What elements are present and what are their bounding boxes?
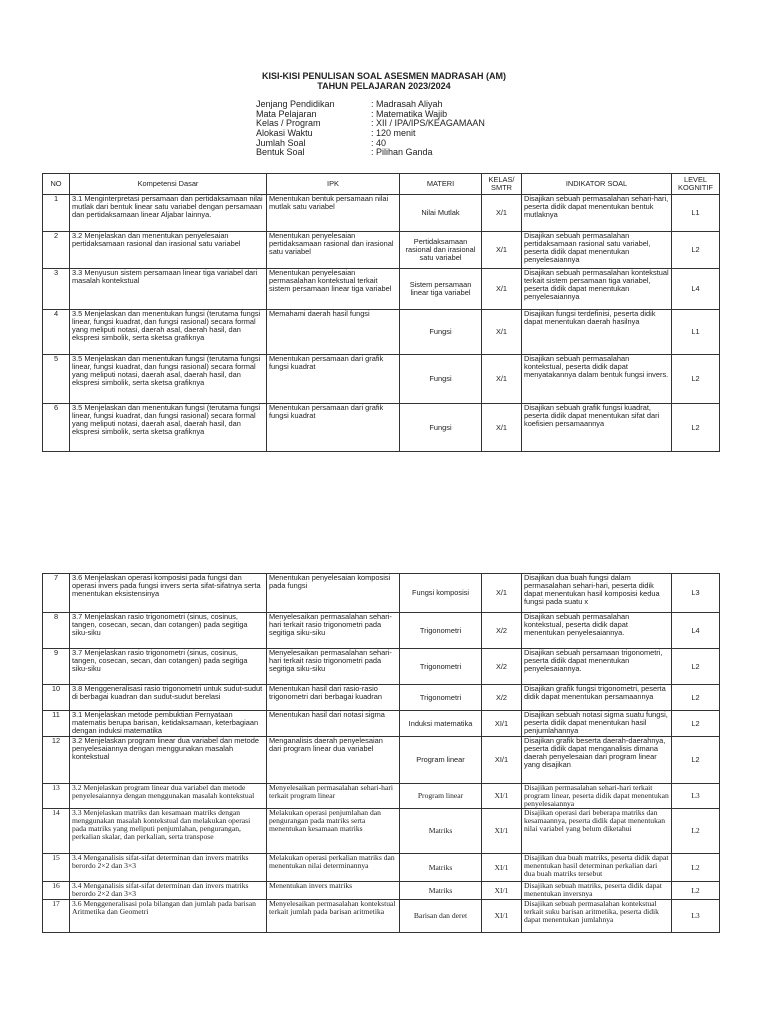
cell-kompetensi-dasar: 3.1 Menjelaskan metode pembuktian Pernyataan matematis berupa barisan, ketidaksamaan, keterbagiaan dengan induksi matematika [70, 711, 267, 737]
table-row [43, 854, 720, 882]
cell-level: L3 [672, 784, 720, 809]
cell-ipk: Menyelesaikan permasalahan sehari-hari terkait rasio trigonometri pada segitiga siku-siku [267, 649, 400, 685]
cell-kelas: XI/1 [482, 737, 522, 784]
cell-indikator: Disajikan dua buah fungsi dalam permasalahan sehari-hari, peserta didik dapat menentukan hasil komposisi kedua fungsi pada suatu x [522, 574, 672, 613]
table-row [43, 195, 720, 232]
cell-no: 11 [43, 711, 70, 737]
cell-no: 15 [43, 854, 70, 882]
document-title: KISI-KISI PENULISAN SOAL ASESMEN MADRASAH (AM) [261, 71, 506, 81]
cell-kelas: XI/1 [482, 809, 522, 854]
meta-label: Bentuk Soal [256, 147, 305, 158]
cell-kelas: X/2 [482, 685, 522, 711]
cell-no: 13 [43, 784, 70, 809]
meta-label: Alokasi Waktu [256, 128, 313, 139]
meta-value: : 40 [371, 137, 387, 148]
cell-materi: Trigonometri [400, 649, 482, 685]
cell-level: L2 [672, 685, 720, 711]
cell-kelas: X/2 [482, 649, 522, 685]
cell-materi: Program linear [400, 737, 482, 784]
cell-level: L2 [672, 737, 720, 784]
table-row [43, 900, 720, 933]
cell-ipk: Menentukan invers matriks [267, 882, 400, 900]
cell-no: 3 [43, 269, 70, 310]
table-row [43, 404, 720, 452]
cell-level: L1 [672, 310, 720, 355]
cell-ipk: Menentukan persamaan dari grafik fungsi kuadrat [267, 355, 400, 404]
cell-kompetensi-dasar: 3.6 Menggeneralisasi pola bilangan dan jumlah pada barisan Aritmetika dan Geometri [70, 900, 267, 933]
cell-ipk: Menentukan hasil dari rasio-rasio trigonometri dari berbagai kuadran [267, 685, 400, 711]
cell-materi: Fungsi [400, 310, 482, 355]
cell-ipk: Menentukan bentuk persamaan nilai mutlak satu variabel [267, 195, 400, 232]
cell-kelas: X/1 [482, 269, 522, 310]
table-row [43, 649, 720, 685]
document-meta [256, 100, 485, 158]
meta-label: Jenjang Pendidikan [256, 99, 335, 109]
cell-kompetensi-dasar: 3.2 Menjelaskan program linear dua variabel dan metode penyelesaiannya dengan menggunakan masalah kontekstual [70, 737, 267, 784]
cell-indikator: Disajikan sebuah matriks, peserta didik dapat menentukan inversnya [522, 882, 672, 900]
header-no: NO [43, 174, 70, 195]
header-materi: MATERI [400, 174, 482, 195]
cell-no: 16 [43, 882, 70, 900]
header-ipk: IPK [267, 174, 400, 195]
meta-value: : Matematika Wajib [371, 108, 448, 119]
cell-kompetensi-dasar: 3.3 Menyusun sistem persamaan linear tiga variabel dari masalah kontekstual [70, 269, 267, 310]
cell-indikator: Disajikan grafik beserta daerah-daerahnya, peserta didik dapat menganalisis dimana daerah penyelesaian dari program linear yang disajikan [522, 737, 672, 784]
kisi-kisi-table-1 [42, 173, 720, 452]
table-header-row [43, 174, 720, 195]
cell-kompetensi-dasar: 3.2 Menjelaskan program linear dua variabel dan metode penyelesaiannya dengan menggunakan masalah kontekstual [70, 784, 267, 809]
cell-level: L1 [672, 195, 720, 232]
cell-no: 4 [43, 310, 70, 355]
cell-materi: Trigonometri [400, 613, 482, 649]
cell-kompetensi-dasar: 3.7 Menjelaskan rasio trigonometri (sinus, cosinus, tangen, cosecan, secan, dan cotangen) pada segitiga siku-siku [70, 649, 267, 685]
cell-ipk: Menyelesaikan permasalahan sehari-hari terkait rasio trigonometri pada segitiga siku-siku [267, 613, 400, 649]
cell-ipk: Menentukan persamaan dari grafik fungsi kuadrat [267, 404, 400, 452]
cell-kelas: X/1 [482, 195, 522, 232]
cell-indikator: Disajikan sebuah permasalahan kontekstual terkait sistem persamaan tiga variabel, peserta didik dapat menentukan penyelesaiannya [522, 269, 672, 310]
cell-level: L2 [672, 854, 720, 882]
cell-kelas: X/1 [482, 355, 522, 404]
meta-label: Kelas / Program [256, 118, 321, 129]
cell-no: 5 [43, 355, 70, 404]
cell-level: L2 [672, 882, 720, 900]
cell-no: 9 [43, 649, 70, 685]
cell-ipk: Menyelesaikan permasalahan sehari-hari terkait program linear [267, 784, 400, 809]
cell-materi: Matriks [400, 809, 482, 854]
cell-kelas: X/2 [482, 613, 522, 649]
document-subtitle: TAHUN PELAJARAN 2023/2024 [317, 81, 451, 91]
cell-no: 6 [43, 404, 70, 452]
cell-kelas: XI/1 [482, 854, 522, 882]
cell-kelas: XI/1 [482, 882, 522, 900]
cell-level: L2 [672, 711, 720, 737]
cell-materi: Fungsi [400, 404, 482, 452]
header-kelas-smtr: KELAS/ SMTR [482, 174, 522, 195]
meta-label: Mata Pelajaran [256, 108, 317, 119]
cell-kelas: X/1 [482, 574, 522, 613]
cell-level: L3 [672, 900, 720, 933]
table-row [43, 232, 720, 269]
cell-kompetensi-dasar: 3.2 Menjelaskan dan menentukan penyelesaian pertidaksamaan rasional dan irasional satu variabel [70, 232, 267, 269]
cell-kompetensi-dasar: 3.8 Menggeneralisasi rasio trigonometri untuk sudut-sudut di berbagai kuadran dan sudut-sudut berelasi [70, 685, 267, 711]
cell-kompetensi-dasar: 3.3 Menjelaskan matriks dan kesamaan matriks dengan menggunakan masalah kontekstual dan melakukan operasi pada matriks yang meliputi penjumlahan, pengurangan, perkalian skalar, dan perkalian, serta transpose [70, 809, 267, 854]
table-row [43, 269, 720, 310]
cell-indikator: Disajikan sebuah notasi sigma suatu fungsi, peserta didik dapat menentukan hasil penjumlahannya [522, 711, 672, 737]
cell-kelas: XI/1 [482, 900, 522, 933]
kisi-kisi-table-2 [42, 573, 720, 933]
cell-indikator: Disajikan sebuah permasalahan kontekstual terkait suku barisan aritmetika, peserta didik dapat menentukan jumlahnya [522, 900, 672, 933]
table-row [43, 711, 720, 737]
cell-kelas: XI/1 [482, 711, 522, 737]
cell-materi: Trigonometri [400, 685, 482, 711]
meta-value: : Pilihan Ganda [371, 147, 433, 158]
cell-no: 14 [43, 809, 70, 854]
cell-materi: Fungsi komposisi [400, 574, 482, 613]
cell-no: 7 [43, 574, 70, 613]
cell-no: 8 [43, 613, 70, 649]
cell-materi: Program linear [400, 784, 482, 809]
cell-materi: Matriks [400, 882, 482, 900]
cell-kelas: X/1 [482, 404, 522, 452]
cell-ipk: Menentukan penyelesaian komposisi pada fungsi [267, 574, 400, 613]
header-level-kognitif: LEVEL KOGNITIF [672, 174, 720, 195]
cell-ipk: Menentukan hasil dari notasi sigma [267, 711, 400, 737]
cell-indikator: Disajikan sebuah persamaan trigonometri, peserta didik dapat menentukan penyelesaiannya. [522, 649, 672, 685]
cell-indikator: Disajikan sebuah permasalahan kontekstual, peserta didik dapat menentukan penyelesaiannya. [522, 613, 672, 649]
cell-materi: Matriks [400, 854, 482, 882]
table-row [43, 809, 720, 854]
cell-no: 1 [43, 195, 70, 232]
cell-indikator: Disajikan sebuah permasalahan kontekstual, peserta didik dapat menyatakannya dalam bentuk fungsi invers. [522, 355, 672, 404]
cell-level: L2 [672, 232, 720, 269]
header-kompetensi-dasar: Kompetensi Dasar [70, 174, 267, 195]
cell-no: 17 [43, 900, 70, 933]
cell-materi: Sistem persamaan linear tiga variabel [400, 269, 482, 310]
cell-indikator: Disajikan sebuah permasalahan pertidaksamaan rasional satu variabel, peserta didik dapat menentukan penyelesaiannya [522, 232, 672, 269]
cell-ipk: Memahami daerah hasil fungsi [267, 310, 400, 355]
table-row [43, 310, 720, 355]
cell-level: L2 [672, 355, 720, 404]
meta-value: : 120 menit [371, 128, 416, 139]
cell-ipk: Menganalisis daerah penyelesaian dari program linear dua variabel [267, 737, 400, 784]
cell-kelas: X/1 [482, 310, 522, 355]
table-row [43, 574, 720, 613]
cell-ipk: Menentukan penyelesaian permasalahan kontekstual terkait sistem persamaan linear tiga variabel [267, 269, 400, 310]
cell-indikator: Disajikan dua buah matriks, peserta didik dapat menentukan hasil determinan perkalian dari dua buah matriks tersebut [522, 854, 672, 882]
cell-level: L3 [672, 574, 720, 613]
cell-ipk: Menyelesaikan permasalahan kontekstual terkait jumlah pada barisan aritmetika [267, 900, 400, 933]
table-row [43, 882, 720, 900]
cell-ipk: Melakukan operasi penjumlahan dan pengurangan pada matriks serta menentukan kesamaan matriks [267, 809, 400, 854]
cell-ipk: Melakukan operasi perkalian matriks dan menentukan nilai determinannya [267, 854, 400, 882]
cell-indikator: Disajikan operasi dari beberapa matriks dan kesamaannya, peserta didik dapat menentukan nilai variabel yang belum diketahui [522, 809, 672, 854]
cell-no: 2 [43, 232, 70, 269]
cell-kompetensi-dasar: 3.5 Menjelaskan dan menentukan fungsi (terutama fungsi linear, fungsi kuadrat, dan fungsi rasional) secara formal yang meliputi notasi, daerah asal, daerah hasil, dan ekspresi simbolik, serta sketsa grafiknya [70, 310, 267, 355]
cell-kompetensi-dasar: 3.7 Menjelaskan rasio trigonometri (sinus, cosinus, tangen, cosecan, secan, dan cotangen) pada segitiga siku-siku [70, 613, 267, 649]
cell-kompetensi-dasar: 3.4 Menganalisis sifat-sifat determinan dan invers matriks berordo 2×2 dan 3×3 [70, 882, 267, 900]
cell-materi: Pertidaksamaan rasional dan irasional satu variabel [400, 232, 482, 269]
meta-label: Jumlah Soal [256, 137, 306, 148]
cell-kelas: XI/1 [482, 784, 522, 809]
cell-kompetensi-dasar: 3.1 Menginterpretasi persamaan dan pertidaksamaan nilai mutlak dari bentuk linear satu variabel dengan persamaan dan pertidaksamaan linear Aljabar lainnya. [70, 195, 267, 232]
cell-kelas: X/1 [482, 232, 522, 269]
meta-row [256, 148, 485, 158]
cell-materi: Induksi matematika [400, 711, 482, 737]
cell-ipk: Menentukan penyelesaian pertidaksamaan rasional dan irasional satu variabel [267, 232, 400, 269]
cell-materi: Barisan dan deret [400, 900, 482, 933]
table-row [43, 784, 720, 809]
meta-value: : Madrasah Aliyah [371, 99, 443, 109]
cell-no: 12 [43, 737, 70, 784]
header-indikator-soal: INDIKATOR SOAL [522, 174, 672, 195]
cell-level: L2 [672, 649, 720, 685]
table-row [43, 685, 720, 711]
table-row [43, 355, 720, 404]
cell-level: L2 [672, 404, 720, 452]
cell-indikator: Disajikan sebuah permasalahan sehari-hari, peserta didik dapat menentukan bentuk mutlaknya [522, 195, 672, 232]
cell-kompetensi-dasar: 3.5 Menjelaskan dan menentukan fungsi (terutama fungsi linear, fungsi kuadrat, dan fungsi rasional) secara formal yang meliputi notasi, daerah asal, daerah hasil, dan ekspresi simbolik, serta sketsa grafiknya [70, 404, 267, 452]
cell-indikator: Disajikan grafik fungsi trigonometri, peserta didik dapat menentukan persamaannya [522, 685, 672, 711]
cell-kompetensi-dasar: 3.6 Menjelaskan operasi komposisi pada fungsi dan operasi invers pada fungsi invers serta sifat-sifatnya serta menentukan eksistensinya [70, 574, 267, 613]
cell-kompetensi-dasar: 3.4 Menganalisis sifat-sifat determinan dan invers matriks berordo 2×2 dan 3×3 [70, 854, 267, 882]
meta-value: : XII / IPA/IPS/KEAGAMAAN [371, 118, 485, 129]
cell-level: L4 [672, 269, 720, 310]
cell-indikator: Disajikan sebuah grafik fungsi kuadrat, peserta didik dapat menentukan sifat dari koefisien persamaannya [522, 404, 672, 452]
cell-kompetensi-dasar: 3.5 Menjelaskan dan menentukan fungsi (terutama fungsi linear, fungsi kuadrat, dan fungsi rasional) secara formal yang meliputi notasi, daerah asal, daerah hasil, dan ekspresi simbolik, serta sketsa grafiknya [70, 355, 267, 404]
cell-level: L4 [672, 613, 720, 649]
cell-materi: Fungsi [400, 355, 482, 404]
cell-indikator: Disajikan permasalahan sehari-hari terkait program linear, peserta didik dapat menentukan penyelesaiannya [522, 784, 672, 809]
cell-level: L2 [672, 809, 720, 854]
table-row [43, 737, 720, 784]
cell-indikator: Disajikan fungsi terdefinisi, peserta didik dapat menentukan daerah hasilnya [522, 310, 672, 355]
cell-materi: Nilai Mutlak [400, 195, 482, 232]
table-row [43, 613, 720, 649]
cell-no: 10 [43, 685, 70, 711]
